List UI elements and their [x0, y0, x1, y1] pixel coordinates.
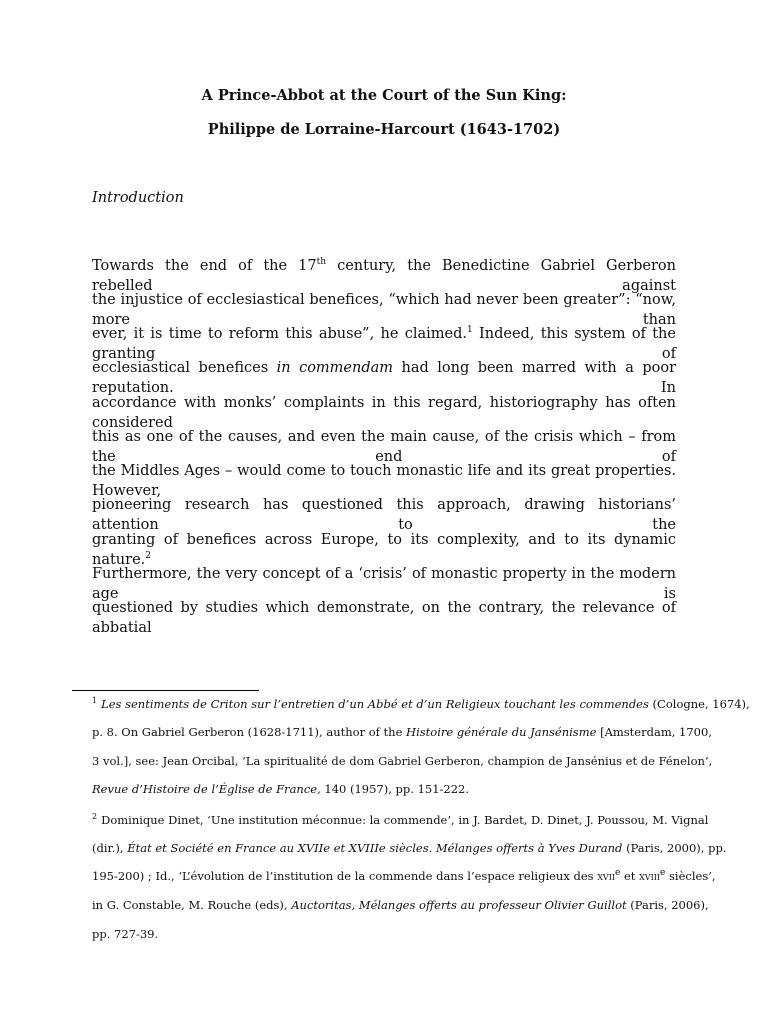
footnote-separator: [72, 690, 259, 691]
body-line-2: the injustice of ecclesiastical benefices, “which had never been greater”: “now, more than: [92, 292, 676, 328]
footnote-2-line-1: $^2$ Dominique Dinet, ‘Une institution méconnue: la commende’, in J. Bardet, D. Dinet, J. Poussou, M. Vignal: [92, 812, 709, 827]
body-line-1: Towards the end of the 17th century, the Benedictine Gabriel Gerberon rebelled against: [92, 257, 676, 294]
footnote-2-line-2: (dir.), État et Société en France au XVIIe et XVIIIe siècles. Mélanges offerts à Yves Durand (Paris, 2000), pp.: [92, 841, 727, 855]
body-line-4: ecclesiastical benefices in commendam had long been marred with a poor reputation. In: [92, 360, 677, 396]
title-line-2: Philippe de Lorraine-Harcourt (1643-1702): [207, 121, 561, 138]
footnote-ref-1[interactable]: 1: [466, 325, 473, 336]
footnote-1-line-1: $^1$ Les sentiments de Criton sur l’entretien d’un Abbé et d’un Religieux touchant les commendes (Cologne, 1674),: [92, 696, 750, 711]
footnote-1-line-4: Revue d’Histoire de l’Église de France, 140 (1957), pp. 151-222.: [92, 782, 470, 796]
footnote-2-number: 2: [92, 812, 98, 822]
title-line-1: A Prince-Abbot at the Court of the Sun King:: [201, 87, 567, 104]
footnote-1-number: 1: [92, 696, 98, 706]
footnote-2-line-4: in G. Constable, M. Rouche (eds), Auctoritas, Mélanges offerts au professeur Olivier Guillot (Paris, 2006),: [92, 898, 709, 912]
body-line-5: accordance with monks’ complaints in this regard, historiography has often considered: [92, 395, 676, 431]
body-line-7: the Middles Ages – would come to touch monastic life and its great properties. However,: [92, 463, 676, 499]
body-line-11: questioned by studies which demonstrate, on the contrary, the relevance of abbatial: [92, 600, 676, 636]
body-line-10: Furthermore, the very concept of a ‘crisis’ of monastic property in the modern age is: [92, 566, 676, 602]
body-line-3: ever, it is time to reform this abuse”, he claimed.$^1$ Indeed, this system of the granting of: [92, 325, 676, 362]
footnote-2-line-5: pp. 727-39.: [92, 927, 159, 941]
body-line-9: granting of benefices across Europe, to its complexity, and to its dynamic nature.$^2$: [92, 532, 676, 568]
footnote-ref-2[interactable]: 2: [145, 551, 152, 562]
footnote-1-line-2: p. 8. On Gabriel Gerberon (1628-1711), author of the Histoire générale du Jansénisme [Amsterdam, 1700,: [92, 725, 712, 739]
body-line-6: this as one of the causes, and even the main cause, of the crisis which – from the end of: [92, 429, 676, 465]
ordinal-sup: th: [316, 257, 327, 268]
footnote-2-line-3: 195-200) ; Id., ‘L’évolution de l’institution de la commende dans l’espace religieux des XVIIe et XVIIIe siècles’,: [92, 868, 716, 883]
section-heading: Introduction: [92, 190, 184, 206]
body-line-8: pioneering research has questioned this approach, drawing historians’ attention to the: [92, 497, 676, 533]
footnote-1-line-3: 3 vol.], see: Jean Orcibal, ‘La spiritualité de dom Gabriel Gerberon, champion de Jansénius et de Fénelon’,: [92, 754, 713, 768]
